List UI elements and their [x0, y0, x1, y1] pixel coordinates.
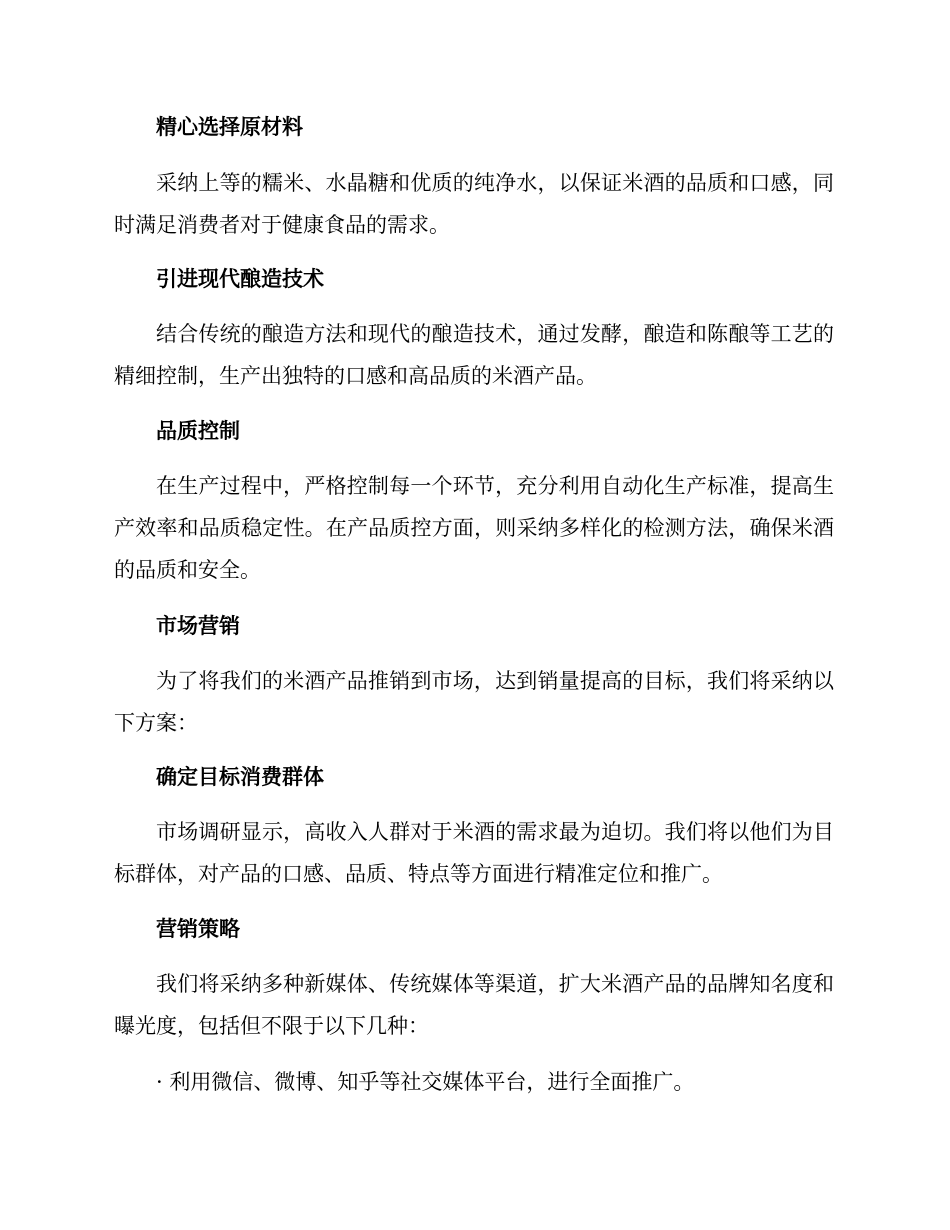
- section-heading-target-consumers: 确定目标消费群体: [156, 765, 324, 789]
- section-heading-marketing: 市场营销: [156, 614, 240, 638]
- section-paragraph-marketing: 为了将我们的米酒产品推销到市场，达到销量提高的目标，我们将采纳以下方案：: [114, 669, 834, 735]
- section-paragraph-quality-control: 在生产过程中，严格控制每一个环节，充分利用自动化生产标准，提高生产效率和品质稳定性。在产品质控方面，则采纳多样化的检测方法，确保米酒的品质和安全。: [114, 474, 834, 582]
- section-heading-raw-materials: 精心选择原材料: [156, 115, 303, 139]
- section-paragraph-brewing-technology: 结合传统的酿造方法和现代的酿造技术，通过发酵，酿造和陈酿等工艺的精细控制，生产出独特的口感和高品质的米酒产品。: [114, 322, 834, 388]
- section-heading-quality-control: 品质控制: [156, 419, 240, 443]
- section-heading-marketing-strategy: 营销策略: [156, 917, 240, 941]
- list-item: · 利用微信、微博、知乎等社交媒体平台，进行全面推广。: [156, 1070, 695, 1094]
- section-paragraph-raw-materials: 采纳上等的糯米、水晶糖和优质的纯净水，以保证米酒的品质和口感，同时满足消费者对于健康食品的需求。: [114, 171, 834, 237]
- section-paragraph-marketing-strategy: 我们将采纳多种新媒体、传统媒体等渠道，扩大米酒产品的品牌知名度和曝光度，包括但不限于以下几种：: [114, 972, 834, 1038]
- section-paragraph-target-consumers: 市场调研显示，高收入人群对于米酒的需求最为迫切。我们将以他们为目标群体，对产品的口感、品质、特点等方面进行精准定位和推广。: [114, 820, 834, 886]
- section-heading-brewing-technology: 引进现代酿造技术: [156, 267, 324, 291]
